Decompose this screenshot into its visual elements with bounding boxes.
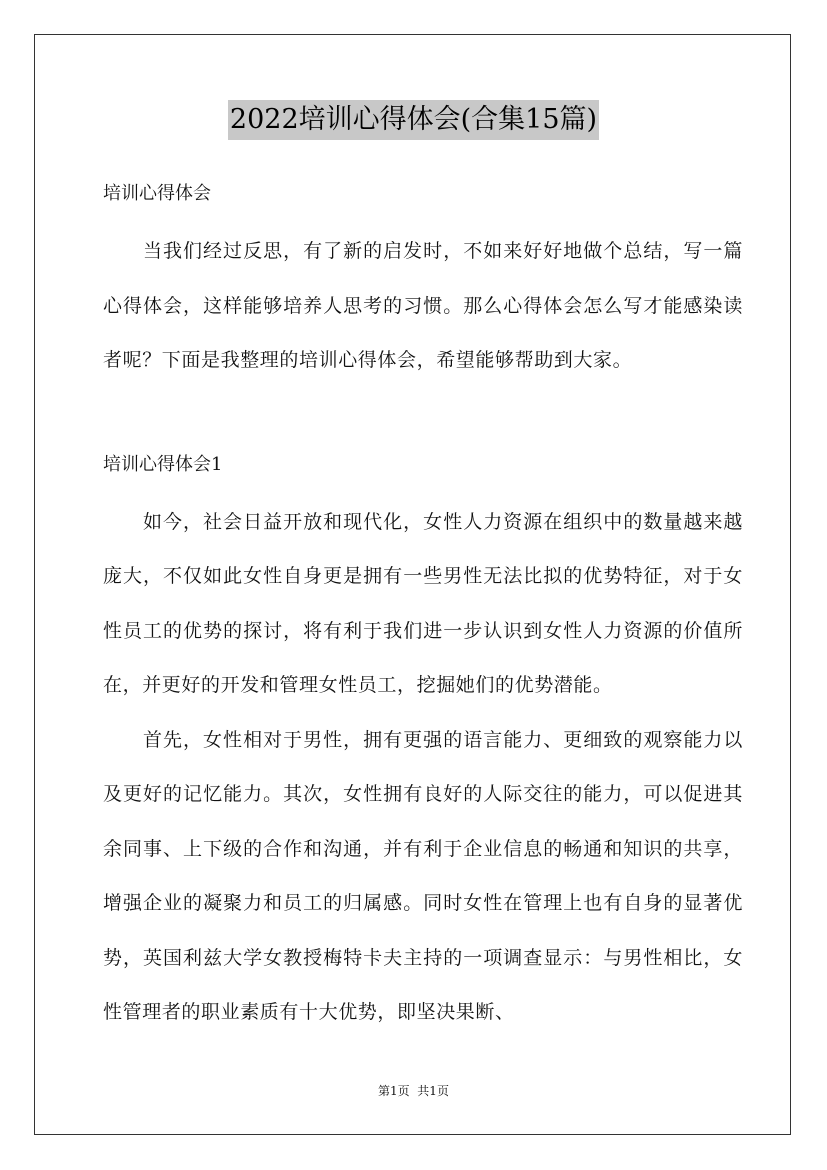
paragraph: 当我们经过反思，有了新的启发时，不如来好好地做个总结，写一篇心得体会，这样能够培养人思考的习惯。那么心得体会怎么写才能感染读者呢？下面是我整理的培训心得体会，希望能够帮助到大家。 bbox=[103, 240, 743, 371]
section-heading: 培训心得体会 bbox=[103, 183, 211, 204]
paragraph: 如今，社会日益开放和现代化，女性人力资源在组织中的数量越来越庞大，不仅如此女性自身更是拥有一些男性无法比拟的优势特征，对于女性员工的优势的探讨，将有利于我们进一步认识到女性人力资源的价值所在，并更好的开发和管理女性员工，挖掘她们的优势潜能。 bbox=[103, 510, 743, 696]
title-container bbox=[0, 100, 827, 140]
section-heading: 培训心得体会1 bbox=[103, 453, 223, 475]
section bbox=[103, 177, 743, 388]
section bbox=[103, 448, 743, 1040]
paragraph: 首先，女性相对于男性，拥有更强的语言能力、更细致的观察能力以及更好的记忆能力。其次，女性拥有良好的人际交往的能力，可以促进其余同事、上下级的合作和沟通，并有利于企业信息的畅通和知识的共享，增强企业的凝聚力和员工的归属感。同时女性在管理上也有自身的显著优势，英国利兹大学女教授梅特卡夫主持的一项调查显示：与男性相比，女性管理者的职业素质有十大优势，即坚决果断、 bbox=[103, 728, 743, 1023]
page-footer: 第1页 共1页 bbox=[378, 1084, 449, 1098]
document-body bbox=[103, 177, 743, 1040]
document-title: 2022培训心得体会(合集15篇) bbox=[228, 100, 599, 140]
